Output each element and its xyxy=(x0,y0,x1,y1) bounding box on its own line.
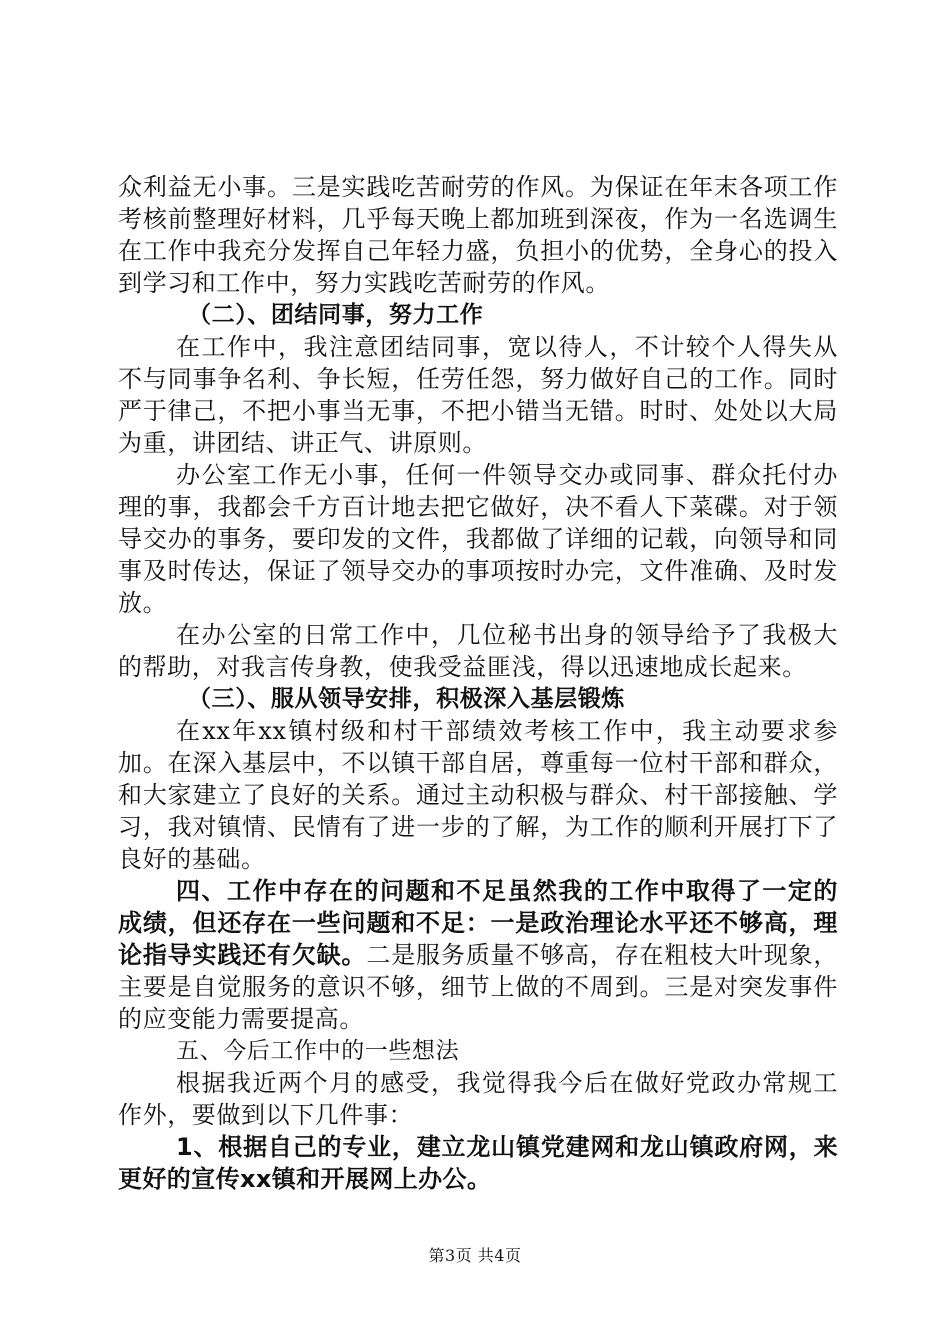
section-heading-3: （三）、服从领导安排，积极深入基层锻炼 xyxy=(188,686,625,712)
section-heading-5: 五、今后工作中的一些想法 xyxy=(176,1038,460,1064)
paragraph-teamwork: 在工作中，我注意团结同事，宽以待人，不计较个人得失从不与同事争名利、争长短，任劳任怨，努力做好自己的工作。同时严于律己，不把小事当无事，不把小错当无错。时时、处处以大局为重，讲团结、讲正气、讲原则。 xyxy=(118,333,838,457)
section-heading-2: （二）、团结同事，努力工作 xyxy=(188,302,484,328)
paragraph-continuation: 众利益无小事。三是实践吃苦耐劳的作风。为保证在年末各项工作考核前整理好材料，几乎每天晚上都加班到深夜，作为一名选调生在工作中我充分发挥自己年轻力盛，负担小的优势，全身心的投入到学习和工作中，努力实践吃苦耐劳的作风。 xyxy=(118,173,838,297)
problems-heading-bold: 四、工作中存在的问题和不足虽然我的工作中取得了一定的成绩，但还存在一些问题和不足：一是政治理论水平还不够高，理论指导实践还有欠缺。 xyxy=(118,877,838,969)
paragraph-office-work: 办公室工作无小事，任何一件领导交办或同事、群众托付办理的事，我都会千方百计地去把它做好，决不看人下菜碟。对于领导交办的事务，要印发的文件，我都做了详细的记载，向领导和同事及时传达，保证了领导交办的事项按时办完，文件准确、及时发放。 xyxy=(118,461,838,617)
paragraph-problems xyxy=(118,875,838,1035)
page-footer: 第3页 共4页 xyxy=(428,1246,522,1265)
paragraph-future-plans: 根据我近两个月的感受，我觉得我今后在做好党政办常规工作外，要做到以下几件事： xyxy=(118,1069,838,1129)
paragraph-leadership-help: 在办公室的日常工作中，几位秘书出身的领导给予了我极大的帮助，对我言传身教，使我受益匪浅，得以迅速地成长起来。 xyxy=(118,621,838,681)
paragraph-grassroots: 在xx年xx镇村级和村干部绩效考核工作中，我主动要求参加。在深入基层中，不以镇干部自居，尊重每一位村干部和群众，和大家建立了良好的关系。通过主动积极与群众、村干部接触、学习，我对镇情、民情有了进一步的了解，为工作的顺利开展打下了良好的基础。 xyxy=(118,717,838,873)
problems-rest: 二是服务质量不够高，存在粗枝大叶现象，主要是自觉服务的意识不够，细节上做的不周到。三是对突发事件的应变能力需要提高。 xyxy=(118,941,838,1033)
document-body xyxy=(118,171,838,1195)
paragraph-plan-item-1: 1、根据自己的专业，建立龙山镇党建网和龙山镇政府网，来更好的宣传xx镇和开展网上办公。 xyxy=(118,1133,838,1193)
